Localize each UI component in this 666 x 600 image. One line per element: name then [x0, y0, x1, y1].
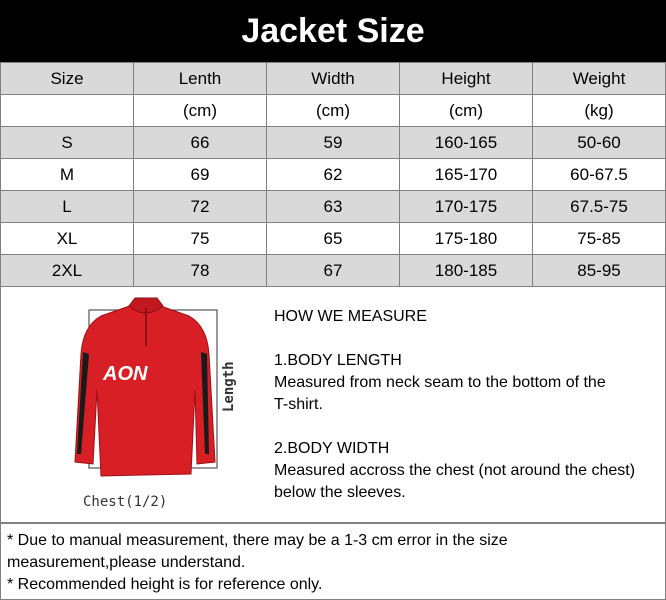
note-line: * Due to manual measurement, there may be a 1-3 cm error in the size	[7, 532, 508, 549]
jacket-shape	[75, 304, 215, 476]
body-length-text: Measured from neck seam to the bottom of the	[274, 374, 606, 391]
cell-size: XL	[1, 223, 134, 255]
size-table	[0, 62, 666, 287]
table-row	[1, 159, 666, 191]
cell-width: 59	[267, 127, 400, 159]
length-label: Length	[221, 361, 237, 412]
cell-width: 62	[267, 159, 400, 191]
body-length-title: 1.BODY LENGTH	[274, 352, 402, 369]
cell-length: 78	[134, 255, 267, 287]
measure-instructions	[274, 306, 664, 504]
cell-length: 69	[134, 159, 267, 191]
page-title: Jacket Size	[0, 0, 666, 62]
table-row	[1, 255, 666, 287]
unit-weight: (kg)	[533, 95, 666, 127]
table-row	[1, 127, 666, 159]
note-line: measurement,please understand.	[7, 554, 246, 571]
unit-length: (cm)	[134, 95, 267, 127]
table-units-row	[1, 95, 666, 127]
body-length-text: T-shirt.	[274, 396, 323, 413]
cell-size: L	[1, 191, 134, 223]
cell-length: 75	[134, 223, 267, 255]
header-size: Size	[1, 63, 134, 95]
cell-size: M	[1, 159, 134, 191]
cell-height: 160-165	[400, 127, 533, 159]
cell-weight: 60-67.5	[533, 159, 666, 191]
header-height: Height	[400, 63, 533, 95]
measure-section	[0, 286, 666, 523]
unit-width: (cm)	[267, 95, 400, 127]
cell-width: 63	[267, 191, 400, 223]
body-width-text: Measured accross the chest (not around the chest)	[274, 462, 636, 479]
jacket-diagram	[57, 294, 267, 514]
unit-height: (cm)	[400, 95, 533, 127]
notes-section	[0, 523, 666, 600]
header-weight: Weight	[533, 63, 666, 95]
cell-height: 170-175	[400, 191, 533, 223]
cell-width: 67	[267, 255, 400, 287]
cell-height: 180-185	[400, 255, 533, 287]
cell-height: 175-180	[400, 223, 533, 255]
cell-width: 65	[267, 223, 400, 255]
table-header-row	[1, 63, 666, 95]
table-row	[1, 223, 666, 255]
cell-weight: 50-60	[533, 127, 666, 159]
chest-label: Chest(1/2)	[83, 494, 168, 510]
cell-weight: 85-95	[533, 255, 666, 287]
header-width: Width	[267, 63, 400, 95]
table-row	[1, 191, 666, 223]
cell-weight: 75-85	[533, 223, 666, 255]
note-line: * Recommended height is for reference only.	[7, 576, 323, 593]
body-width-text: below the sleeves.	[274, 484, 406, 501]
unit-size	[1, 95, 134, 127]
cell-size: 2XL	[1, 255, 134, 287]
cell-length: 72	[134, 191, 267, 223]
cell-size: S	[1, 127, 134, 159]
body-width-title: 2.BODY WIDTH	[274, 440, 390, 457]
jacket-logo: AON	[103, 363, 148, 385]
header-length: Lenth	[134, 63, 267, 95]
measure-heading: HOW WE MEASURE	[274, 308, 427, 325]
cell-length: 66	[134, 127, 267, 159]
cell-height: 165-170	[400, 159, 533, 191]
cell-weight: 67.5-75	[533, 191, 666, 223]
